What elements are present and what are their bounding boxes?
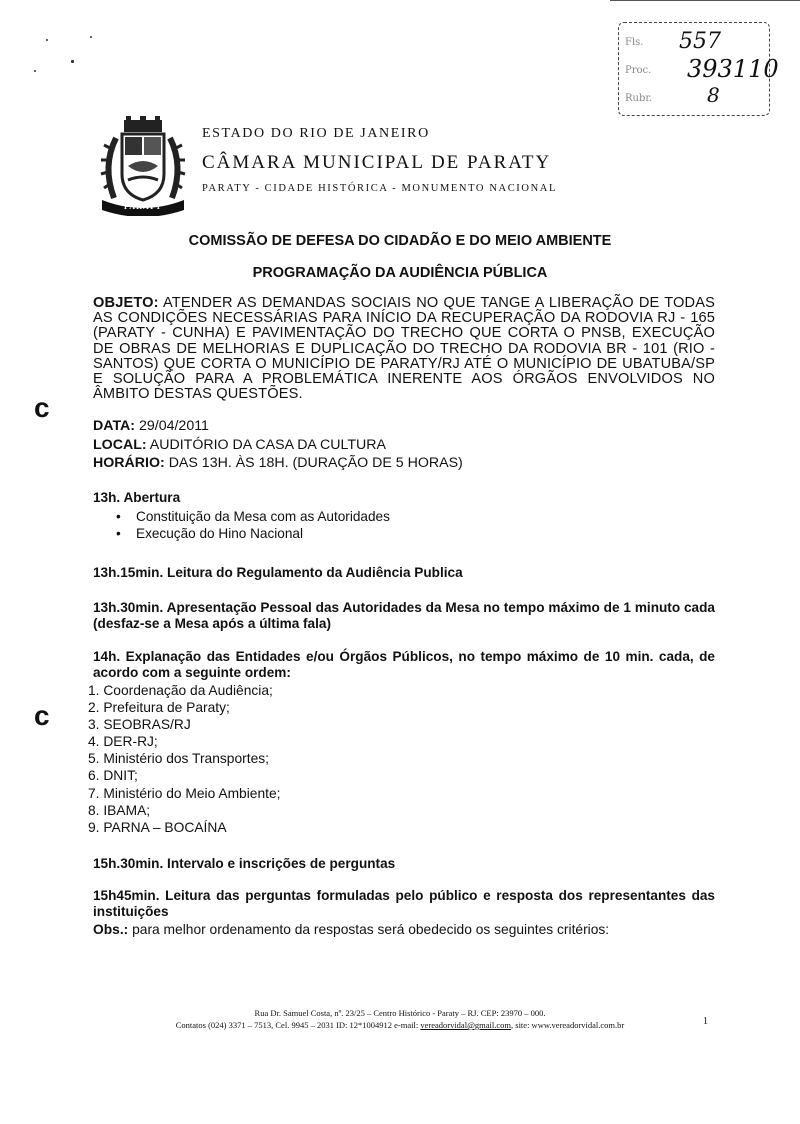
list-item: 1. Coordenação da Audiência; [88,683,273,698]
objeto-label: OBJETO: [93,295,159,311]
time-value: DAS 13H. ÀS 18H. (DURAÇÃO DE 5 HORAS) [168,455,463,471]
date-value: 29/04/2011 [138,418,209,434]
protocol-stamp: Fls. Proc. Rubr. 557 393110 8 [618,22,770,116]
list-item: • Execução do Hino Nacional [116,526,304,541]
section-regulation: 13h.15min. Leitura do Regulamento da Audiência Publica [93,565,463,580]
program-title: PROGRAMAÇÃO DA AUDIÊNCIA PÚBLICA [252,265,548,281]
observation-label: Obs.: [93,922,129,937]
date-line [93,418,209,434]
page-number: 1 [703,1016,708,1027]
objeto-paragraph [93,296,715,402]
list-item: 9. PARNA – BOCAÍNA [88,819,227,835]
stamp-rubric: 8 [707,83,720,107]
letterhead-tagline: PARATY - CIDADE HISTÓRICA - MONUMENTO NACIONAL [202,183,557,194]
stamp-page-number: 557 [679,29,721,54]
letterhead-state: ESTADO DO RIO DE JANEIRO [202,126,430,141]
list-item: 6. DNIT; [88,768,138,784]
section-explanation: 14h. Explanação das Entidades e/ou Órgãos Públicos, no tempo máximo de 10 min. cada, de acordo com a seguinte ordem: [93,649,715,680]
bullet-icon: • [116,509,121,524]
institution-order-list [88,682,280,836]
list-item: 2. Prefeitura de Paraty; [88,700,230,716]
bullet-icon: • [116,526,121,541]
stamp-process-number: 393110 [687,55,779,83]
footer-address: Rua Dr. Samuel Costa, nº. 23/25 – Centro Histórico - Paraty – RJ. CEP: 23970 – 000. [254,1008,546,1018]
list-item: 8. IBAMA; [88,802,151,818]
observation-line [93,922,609,937]
section-opening-heading: 13h. Abertura [93,490,181,505]
footer-contacts: Contatos (024) 3371 – 7513, Cel. 9945 – 2031 ID: 12*1004912 e-mail: vereadorvidal@gmail.com, site: www.vereadorvidal.com.br [175,1020,625,1030]
observation-text: para melhor ordenamento da respostas será obedecido os seguintes critérios: [132,922,610,937]
section-questions: 15h45min. Leitura das perguntas formuladas pelo público e resposta dos representantes das instituições [93,888,715,919]
list-item: 7. Ministério do Meio Ambiente; [88,785,281,801]
date-label: DATA: [93,418,136,434]
section-interval: 15h.30min. Intervalo e inscrições de perguntas [93,856,396,871]
location-value: AUDITÓRIO DA CASA DA CULTURA [149,437,387,453]
letterhead-chamber: CÂMARA MUNICIPAL DE PARATY [202,152,552,173]
committee-title: COMISSÃO DE DEFESA DO CIDADÃO E DO MEIO AMBIENTE [188,233,612,249]
list-item: 4. DER-RJ; [88,734,158,750]
municipal-crest-icon [98,116,188,216]
objeto-text: ATENDER AS DEMANDAS SOCIAIS NO QUE TANGE A LIBERAÇÃO DE TODAS AS CONDIÇÕES NECESSÁRIAS PARA INÍCIO DA RECUPERAÇÃO DA RODOVIA RJ - 165 (PARATY - CUNHA) E PAVIMENTAÇÃO DO TRECHO QUE CORTA O PNSB, EXECUÇÃO DE OBRAS DE MELHORIAS E DUPLICAÇÃO DO TRECHO DA RODOVIA BR - 101 (RIO - SANTOS) QUE CORTA O MUNICÍPIO DE PARATY/RJ ATÉ O MUNICÍPIO DE UBATUBA/SP E SOLUÇÃO PARA A PROBLEMÁTICA INERENTE AOS ÓRGÃOS ENVOLVIDOS NO ÂMBITO DESTAS QUESTÕES. [93,295,715,403]
list-item: • Constituição da Mesa com as Autoridades [116,509,390,524]
time-line [93,455,463,471]
footer-email-link[interactable]: vereadorvidal@gmail.com [420,1020,512,1030]
crest-banner-text: PARATY [124,202,163,211]
list-item: 3. SEOBRAS/RJ [88,717,191,733]
scan-edge-line [610,0,800,1]
binder-hole-mark: c [34,392,50,423]
location-label: LOCAL: [93,437,147,453]
location-line [93,437,386,453]
time-label: HORÁRIO: [93,455,165,471]
list-item: 5. Ministério dos Transportes; [88,751,269,767]
section-presentation: 13h.30min. Apresentação Pessoal das Autoridades da Mesa no tempo máximo de 1 minuto cada (desfaz-se a Mesa após a última fala) [93,600,715,631]
binder-hole-mark: c [34,700,50,731]
